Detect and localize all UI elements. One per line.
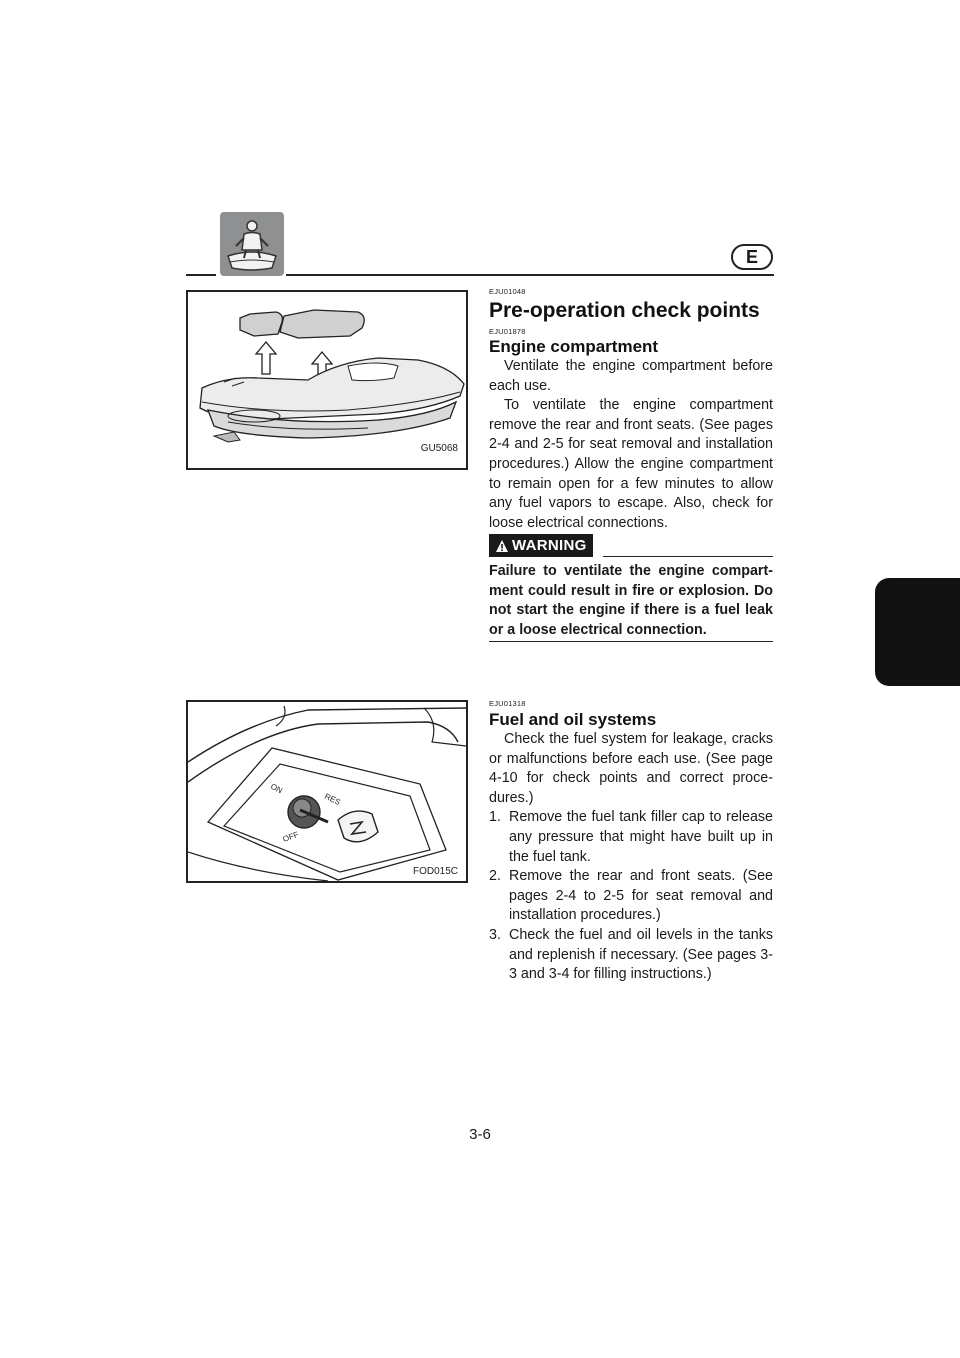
warning-label: WARNING xyxy=(512,537,587,554)
label-res: RES xyxy=(323,791,342,808)
section-letter-badge: E xyxy=(731,244,773,270)
fuel-cock-illustration xyxy=(188,702,466,881)
header-rule-left xyxy=(186,274,216,276)
figure-code: GU5068 xyxy=(420,443,458,454)
page-title: Pre-operation check points xyxy=(489,299,760,322)
figure-fuel-cock xyxy=(186,700,468,883)
label-on: ON xyxy=(269,781,284,796)
warning-triangle-icon xyxy=(495,539,509,553)
warning-rule-top xyxy=(603,556,773,557)
page-number: 3-6 xyxy=(469,1126,491,1143)
warning-text: Failure to ventilate the engine compart-ment could result in fire or explosion. Do not start the engine if there is a fuel leak or a loose electrical connection. xyxy=(489,563,773,638)
section-engine-compartment xyxy=(489,287,773,533)
arrow-up-icon xyxy=(256,342,276,374)
jet-ski-seat-illustration xyxy=(188,292,466,468)
section-code: EJU01048 xyxy=(489,287,526,296)
paragraph: Ventilate the engine compartment before each use. xyxy=(489,358,773,394)
paragraph: Check the fuel system for leakage, cracks or malfunctions before each use. (See page 4-10 for check points and correct proce-dures.) xyxy=(489,731,773,806)
warning-badge xyxy=(489,534,593,557)
section-heading: Engine compartment xyxy=(489,337,659,356)
chapter-side-tab xyxy=(875,578,960,686)
warning-box xyxy=(489,562,773,640)
section-fuel-oil-systems xyxy=(489,699,773,985)
list-item: 3. Check the fuel and oil levels in the tanks and replenish if necessary. (See pages 3-3 and 3-4 for filling instructions.) xyxy=(489,926,773,983)
warning-rule-bottom xyxy=(489,641,773,642)
watercraft-rider-icon xyxy=(220,212,284,276)
section-code: EJU01878 xyxy=(489,327,526,336)
label-off: OFF xyxy=(281,829,300,844)
section-code: EJU01318 xyxy=(489,699,526,708)
section-heading: Fuel and oil systems xyxy=(489,710,657,729)
list-item: 2. Remove the rear and front seats. (See pages 2-4 to 2-5 for seat removal and installation procedures.) xyxy=(489,868,773,924)
header-rule-right xyxy=(286,274,774,276)
paragraph: To ventilate the engine compartment remove the rear and front seats. (See pages 2-4 and 2-5 for seat removal and installation procedures.) Allow the engine compartment to remain open for a few minutes to allow any fuel vapors to escape. Also, check for loose electrical connections. xyxy=(489,397,773,531)
figure-seat-removal xyxy=(186,290,468,470)
list-item: 1. Remove the fuel tank filler cap to release any pressure that might have built up in the fuel tank. xyxy=(489,809,773,865)
figure-code: FOD015C xyxy=(412,866,458,877)
steps-list xyxy=(489,808,773,984)
